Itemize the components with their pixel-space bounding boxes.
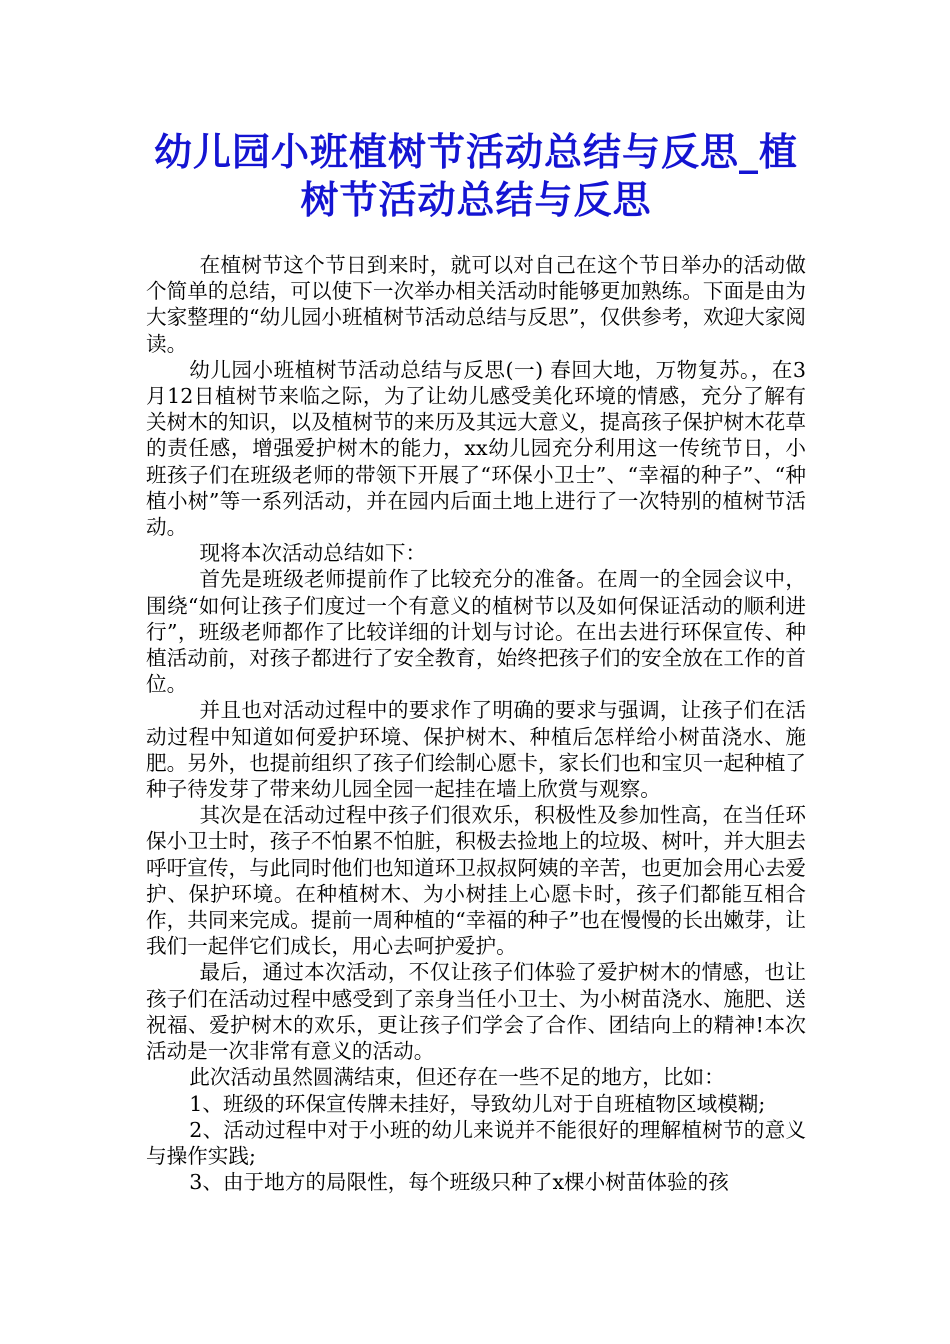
paragraph-requirements: 并且也对活动过程中的要求作了明确的要求与强调，让孩子们在活动过程中知道如何爱护环境、保护树木、种植后怎样给小树苗浇水、施肥。另外，也提前组织了孩子们绘制心愿卡，家长们也和宝贝一起种植了种子待发芽了带来幼儿园全园一起挂在墙上欣赏与观察。 [146,698,806,802]
paragraph-summary-lead: 现将本次活动总结如下： [199,541,427,566]
list-item-shortcoming-2: 2、活动过程中对于小班的幼儿来说并不能很好的理解植树节的意义与操作实践; [146,1117,806,1168]
paragraph-conclusion: 最后，通过本次活动，不仅让孩子们体验了爱护树木的情感，也让孩子们在活动过程中感受到了亲身当任小卫士、为小树苗浇水、施肥、送祝福、爱护树木的欢乐，更让孩子们学会了合作、团结向上的精神!本次活动是一次非常有意义的活动。 [146,960,806,1064]
paragraph-preparation: 首先是班级老师提前作了比较充分的准备。在周一的全园会议中，围绕“如何让孩子们度过一个有意义的植树节以及如何保证活动的顺利进行”，班级老师都作了比较详细的计划与讨论。在出去进行环保宣传、种植活动前，对孩子都进行了安全教育，始终把孩子们的安全放在工作的首位。 [146,567,806,697]
list-item-shortcoming-1: 1、班级的环保宣传牌未挂好，导致幼儿对于自班植物区域模糊; [189,1091,766,1116]
list-item-shortcoming-3: 3、由于地方的局限性，每个班级只种了x棵小树苗体验的孩 [189,1170,729,1195]
paragraph-process: 其次是在活动过程中孩子们很欢乐，积极性及参加性高，在当任环保小卫士时，孩子不怕累不怕脏，积极去捡地上的垃圾、树叶，并大胆去呼吁宣传，与此同时他们也知道环卫叔叔阿姨的辛苦，也更加会用心去爱护、保护环境。在种植树木、为小树挂上心愿卡时，孩子们都能互相合作，共同来完成。提前一周种植的“幸福的种子”也在慢慢的长出嫩芽，让我们一起伴它们成长，用心去呵护爱护。 [146,803,806,959]
document-page [146,128,806,1195]
paragraph-shortcomings-lead: 此次活动虽然圆满结束，但还存在一些不足的地方，比如： [189,1065,725,1090]
document-body [146,252,806,1195]
paragraph-intro: 在植树节这个节日到来时，就可以对自己在这个节日举办的活动做个简单的总结，可以使下一次举办相关活动时能够更加熟练。下面是由为大家整理的“幼儿园小班植树节活动总结与反思”，仅供参考，欢迎大家阅读。 [146,253,806,356]
document-title: 幼儿园小班植树节活动总结与反思_植树节活动总结与反思 [153,129,798,222]
paragraph-section-one: 幼儿园小班植树节活动总结与反思(一) 春回大地，万物复苏。，在3月12日植树节来临之际，为了让幼儿感受美化环境的情感，充分了解有关树木的知识，以及植树节的来历及其远大意义，提高孩子保护树木花草的责任感，增强爱护树木的能力，xx幼儿园充分利用这一传统节日，小班孩子们在班级老师的带领下开展了“环保小卫士”、“幸福的种子”、“种植小树”等一系列活动，并在园内后面土地上进行了一次特别的植树节活动。 [146,357,806,540]
